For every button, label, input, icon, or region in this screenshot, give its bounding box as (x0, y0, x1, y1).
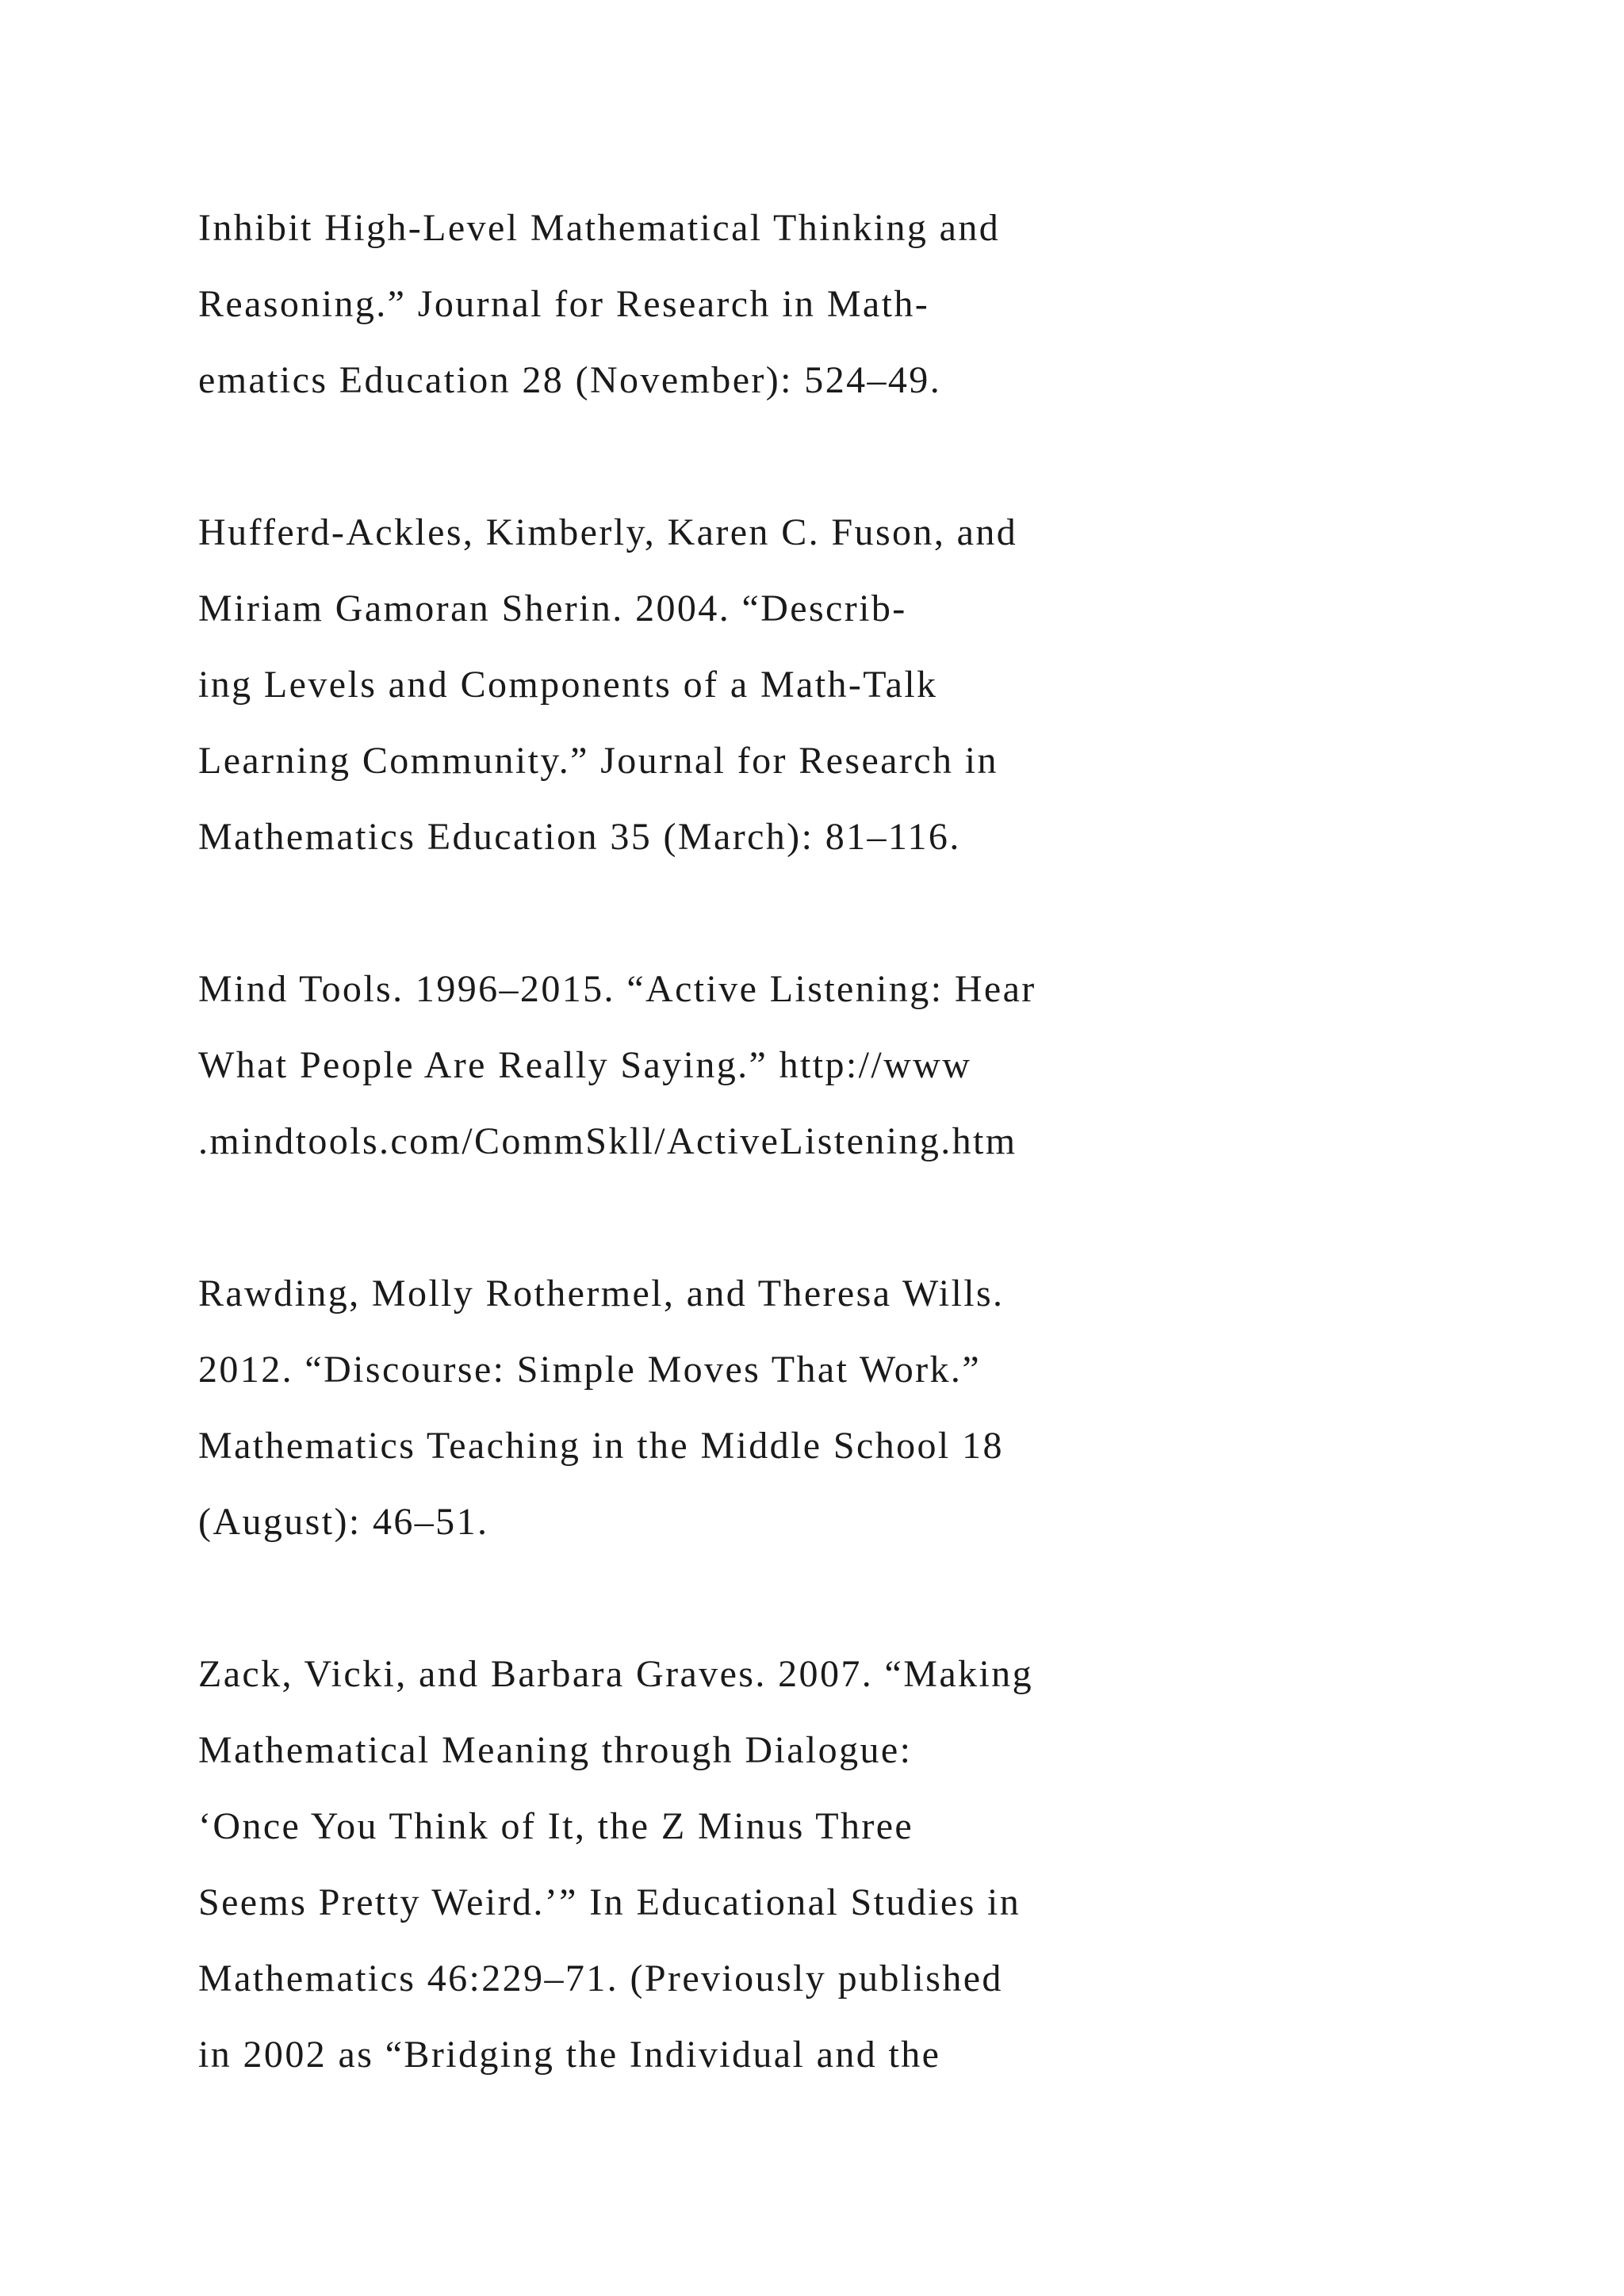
reference-line: ‘Once You Think of It, the Z Minus Three (198, 1805, 914, 1847)
reference-line: Zack, Vicki, and Barbara Graves. 2007. “Making (198, 1653, 1033, 1695)
reference-line: What People Are Really Saying.” http://www (198, 1044, 972, 1086)
reference-line: Learning Community.” Journal for Research in (198, 740, 998, 782)
reference-line: Mathematics 46:229–71. (Previously published (198, 1957, 1003, 1999)
reference-line: 2012. “Discourse: Simple Moves That Work.” (198, 1349, 982, 1391)
reference-line: ing Levels and Components of a Math-Talk (198, 664, 938, 706)
reference-line: Mathematical Meaning through Dialogue: (198, 1729, 913, 1771)
reference-entry (198, 951, 1507, 1180)
reference-line: Miriam Gamoran Sherin. 2004. “Describ- (198, 587, 907, 629)
reference-line: Mathematics Teaching in the Middle School 18 (198, 1425, 1004, 1467)
reference-line: ematics Education 28 (November): 524–49. (198, 359, 942, 401)
reference-line: Reasoning.” Journal for Research in Math- (198, 283, 930, 325)
reference-entry (198, 1256, 1507, 1560)
reference-line: Hufferd-Ackles, Kimberly, Karen C. Fuson, and (198, 511, 1018, 553)
reference-line: Mathematics Education 35 (March): 81–116. (198, 816, 961, 858)
reference-line: Mind Tools. 1996–2015. “Active Listening: Hear (198, 968, 1036, 1010)
reference-line: Seems Pretty Weird.’” In Educational Studies in (198, 1881, 1021, 1923)
reference-entry (198, 1636, 1507, 2093)
reference-entry (198, 190, 1507, 419)
reference-entry (198, 495, 1507, 875)
reference-line: Inhibit High-Level Mathematical Thinking and (198, 207, 1001, 249)
reference-line: Rawding, Molly Rothermel, and Theresa Wills. (198, 1272, 1005, 1314)
reference-line: (August): 46–51. (198, 1501, 489, 1543)
reference-list (198, 190, 1507, 2169)
reference-url-line: .mindtools.com/CommSkll/ActiveListening.htm (198, 1120, 1017, 1162)
reference-line: in 2002 as “Bridging the Individual and the (198, 2034, 941, 2076)
